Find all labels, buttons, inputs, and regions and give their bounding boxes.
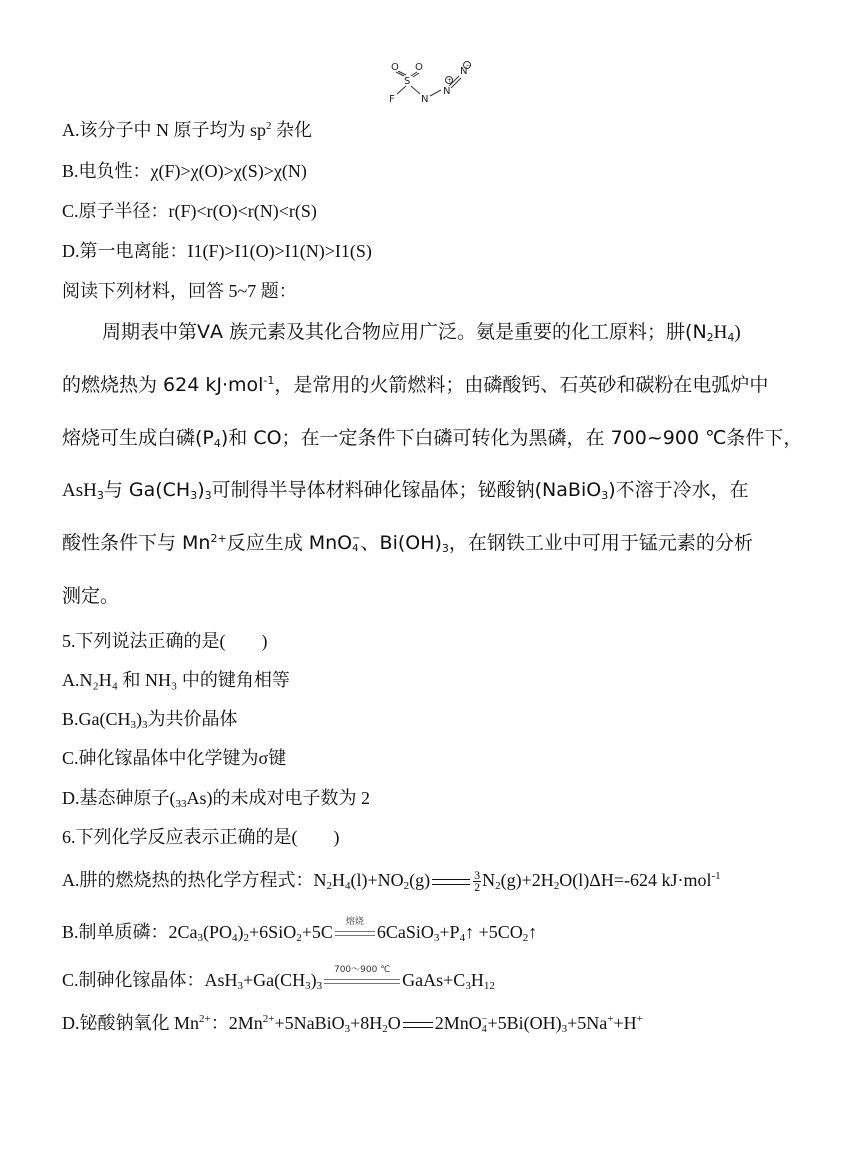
reaction-arrow-c: 700～900 ℃ [324, 979, 400, 984]
q5-option-b: $B.Ga(CH_3)_3$为共价晶体 [62, 709, 238, 731]
atomic-radius-expr: r(F)<r(O)<r(N)<r(S) [168, 201, 317, 221]
q5-option-c: C.砷化镓晶体中化学键为σ键 [62, 748, 287, 768]
atom-o1: O [391, 62, 399, 73]
q5-option-a: A.N₂H₄ 和 NH₃ 中的键角相等 [62, 670, 290, 690]
material-line-3: 熔烧可生成白磷$(P_4)$和 CO；在一定条件下白磷可转化为黑磷，在 700~900 ℃条件下， [62, 427, 803, 450]
atom-n1: N [421, 94, 429, 105]
atom-n2: N [443, 86, 451, 97]
equals-arrow-d [403, 1022, 433, 1028]
fso2n3-molecule-diagram [385, 58, 485, 110]
charge-minus: − [465, 62, 471, 69]
material-line-4: AsH$_3$与 $Ga(CH_3)_3$可制得半导体材料砷化镓晶体；铋酸钠(NaBiO$_3$)不溶于冷水，在 [62, 479, 749, 502]
q5-option-d: D.基态砷原子$(_{33}As)$的未成对电子数为 2 [62, 788, 370, 810]
material-line-5: 酸性条件下与 $Mn^{2+}$反应生成 MnO − 4 、$Bi(OH)_3$，在钢铁工业中可用于锰元素的分析 [62, 532, 753, 555]
atom-n3: N [460, 66, 468, 77]
fraction-three-halves: $\frac{3}{2}$ [474, 868, 481, 895]
q5-stem: 5.下列说法正确的是( ) [62, 631, 268, 651]
q6-option-d: D.铋酸钠氧化 $Mn^{2+}$：$2Mn^{2+}+5NaBiO_3+8H_2O$ 2MnO − 4 $+5Bi(OH)_3+5Na^++H^+$ [62, 1013, 643, 1035]
q4-option-a: A.该分子中 N 原子均为 $sp^2$ 杂化 [62, 120, 313, 140]
atom-f: F [389, 94, 395, 105]
material-line-1: 周期表中第ⅤA 族元素及其化合物应用广泛。氨是重要的化工原料；肼$(N_2H_4)$ [102, 321, 741, 344]
q6-stem: 6.下列化学反应表示正确的是( ) [62, 827, 340, 847]
electronegativity-expr: χ(F)>χ(O)>χ(S)>χ(N) [150, 161, 307, 181]
material-line-6: 测定。 [62, 585, 120, 607]
reaction-arrow-b: 熔烧 [335, 931, 375, 936]
q6-option-b: B.制单质磷：$2Ca_3(PO_4)_2+6SiO_2+5C$ 熔烧 $6CaSiO_3+P_4↑$ $+5CO_2↑$ [62, 917, 538, 944]
material-line-2: 的燃烧热为 624 kJ·mol$^{-1}$，是常用的火箭燃料；由磷酸钙、石英砂和碳粉在电弧炉中 [62, 374, 769, 396]
equals-arrow [432, 879, 470, 885]
reading-prompt: 阅读下列材料，回答 5~7 题： [62, 281, 297, 301]
q4-option-b: B.电负性：χ(F)>χ(O)>χ(S)>χ(N) [62, 161, 307, 181]
charge-plus: + [446, 77, 452, 85]
q6-option-c: C.制砷化镓晶体：$AsH_3+Ga(CH_3)_3$ 700～900 ℃ $GaAs+C_3H_{12}$ [62, 965, 495, 992]
atom-o2: O [415, 62, 423, 73]
q4-option-d: D.第一电离能：I1(F)>I1(O)>I1(N)>I1(S) [62, 241, 372, 261]
ionization-energy-expr: I1(F)>I1(O)>I1(N)>I1(S) [187, 241, 372, 261]
atom-s: S [404, 76, 411, 87]
q6-option-a: A.肼的燃烧热的热化学方程式：$N_2H_4(l)+NO_2(g)$ $\frac{3}{2}$ $N_2(g)+2H_2O(l)\Delta H=-624$ kJ·mol$^{-1}$ [62, 868, 721, 895]
q4-option-c: C.原子半径：r(F)<r(O)<r(N)<r(S) [62, 201, 317, 221]
